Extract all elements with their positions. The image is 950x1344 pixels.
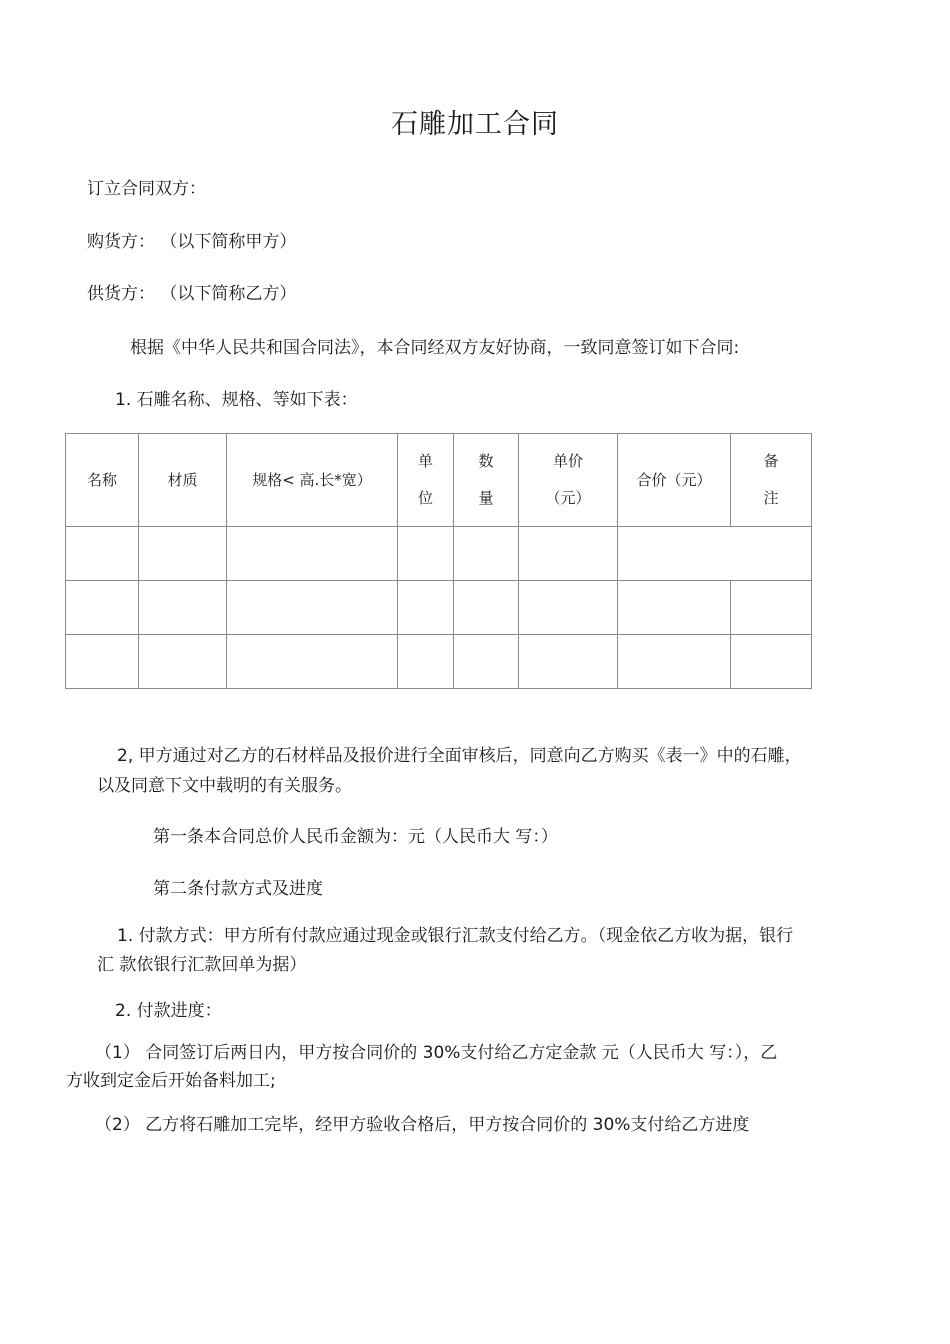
header-material: 材质 bbox=[139, 434, 227, 527]
table-cell bbox=[731, 581, 812, 635]
table-cell bbox=[227, 635, 398, 689]
table-cell bbox=[618, 635, 731, 689]
preamble: 根据《中华人民共和国合同法》，本合同经双方友好协商，一致同意签订如下合同: bbox=[130, 338, 740, 358]
item-2-line-1: 2, 甲方通过对乙方的石材样品及报价进行全面审核后，同意向乙方购买《表一》中的石雕， bbox=[117, 746, 802, 766]
header-quantity: 数 量 bbox=[454, 434, 519, 527]
table-cell bbox=[227, 527, 398, 581]
table-cell bbox=[519, 527, 618, 581]
table-cell bbox=[398, 527, 454, 581]
table-cell bbox=[731, 635, 812, 689]
table-cell bbox=[66, 527, 139, 581]
table-row bbox=[66, 581, 812, 635]
header-name: 名称 bbox=[66, 434, 139, 527]
table-header-row bbox=[66, 434, 812, 527]
payment-method-line-2: 汇 款依银行汇款回单为据） bbox=[97, 955, 307, 975]
table-cell bbox=[519, 635, 618, 689]
table-cell bbox=[66, 581, 139, 635]
table-row bbox=[66, 527, 812, 581]
table-cell bbox=[519, 581, 618, 635]
payment-progress: 2. 付款进度： bbox=[115, 1001, 222, 1021]
header-unit: 单 位 bbox=[398, 434, 454, 527]
clause-2: （2） 乙方将石雕加工完毕，经甲方验收合格后，甲方按合同价的 30%支付给乙方进度 bbox=[95, 1115, 750, 1135]
table-cell bbox=[398, 635, 454, 689]
clause-1-line-1: （1） 合同签订后两日内，甲方按合同价的 30%支付给乙方定金款 元（人民币大 写：），乙 bbox=[95, 1043, 778, 1063]
table-cell bbox=[618, 527, 812, 581]
table-cell bbox=[139, 635, 227, 689]
table-cell bbox=[454, 581, 519, 635]
specification-table bbox=[65, 433, 812, 689]
table-cell bbox=[454, 635, 519, 689]
buyer-line: 购货方： （以下简称甲方） bbox=[87, 232, 297, 252]
table-cell bbox=[454, 527, 519, 581]
table-cell bbox=[618, 581, 731, 635]
header-unit-price: 单价 （元） bbox=[519, 434, 618, 527]
table-cell bbox=[398, 581, 454, 635]
header-remarks: 备 注 bbox=[731, 434, 812, 527]
item-2-line-2: 以及同意下文中载明的有关服务。 bbox=[97, 776, 352, 796]
article-2: 第二条付款方式及进度 bbox=[153, 879, 323, 899]
table-cell bbox=[139, 527, 227, 581]
table-cell bbox=[66, 635, 139, 689]
table-row bbox=[66, 635, 812, 689]
article-1: 第一条本合同总价人民币金额为：元（人民币大 写：） bbox=[153, 827, 558, 847]
table-cell bbox=[139, 581, 227, 635]
clause-1-line-2: 方收到定金后开始备料加工; bbox=[66, 1071, 276, 1091]
header-spec: 规格< 高.长*宽） bbox=[227, 434, 398, 527]
supplier-line: 供货方： （以下简称乙方） bbox=[87, 284, 297, 304]
header-total-price: 合价（元） bbox=[618, 434, 731, 527]
payment-method-line-1: 1. 付款方式：甲方所有付款应通过现金或银行汇款支付给乙方。（现金依乙方收为据，银行 bbox=[117, 926, 794, 946]
table-cell bbox=[227, 581, 398, 635]
page-title: 石雕加工合同 bbox=[391, 109, 559, 140]
parties-intro: 订立合同双方： bbox=[87, 179, 206, 199]
item-1: 1. 石雕名称、规格、等如下表： bbox=[115, 390, 358, 410]
